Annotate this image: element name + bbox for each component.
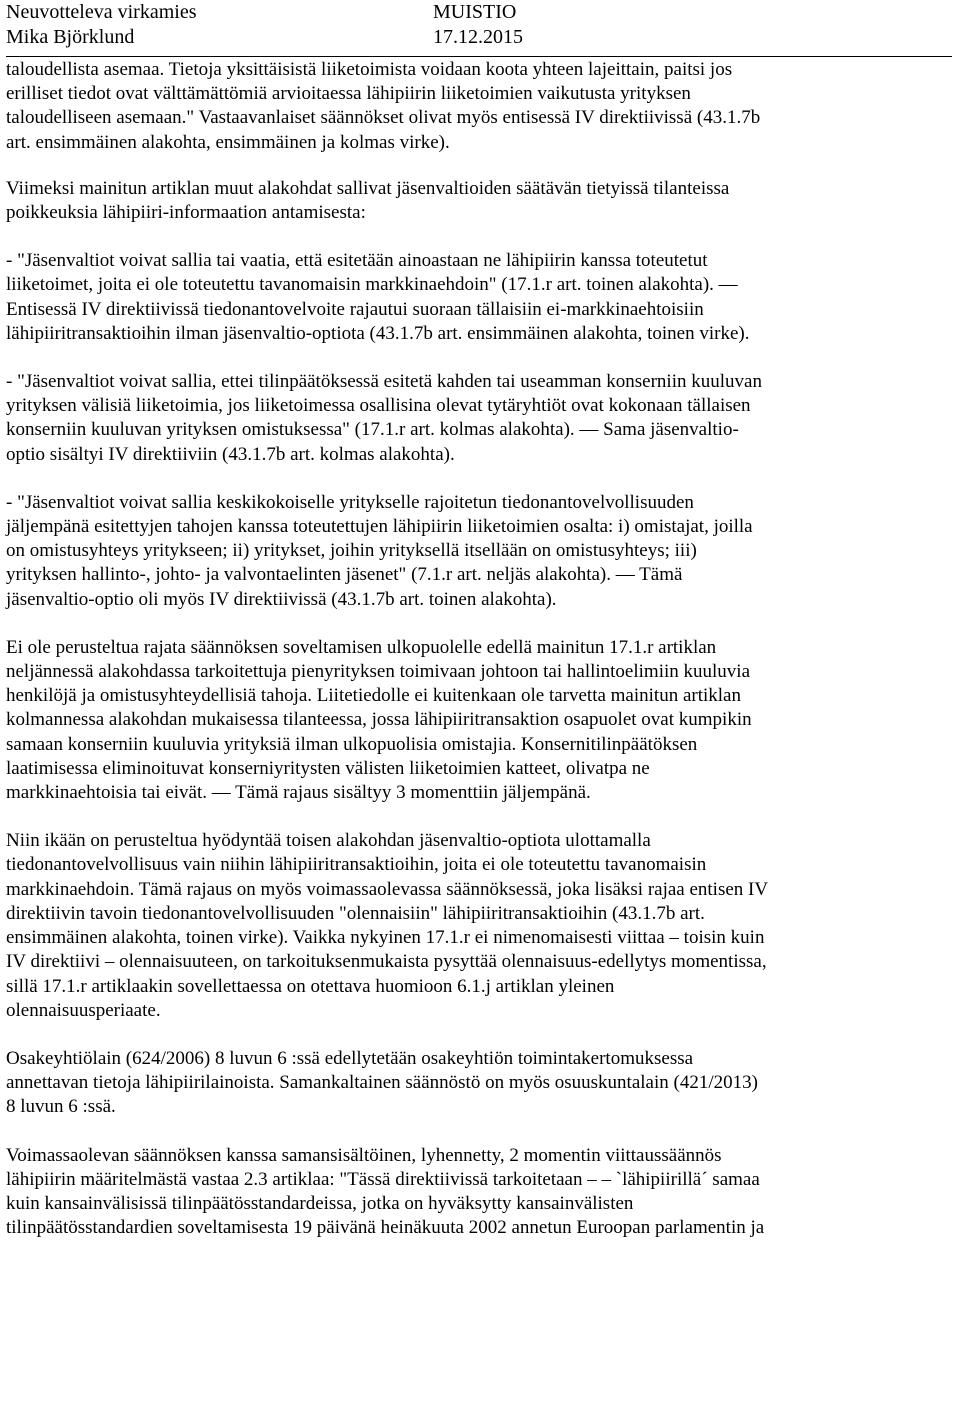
- header-rule: [6, 56, 952, 57]
- paragraph-line: poikkeuksia lähipiiri-informaation antamisesta:: [6, 202, 366, 224]
- paragraph-line: taloudellista asemaa. Tietoja yksittäisistä liiketoimista voidaan koota yhteen lajeittain, paitsi jos: [6, 59, 733, 80]
- paragraph-line: konserniin kuuluvan yrityksen omistuksessa" (17.1.r art. kolmas alakohta). — Sama jäsenvaltio-: [6, 419, 739, 441]
- paragraph: [6, 1047, 954, 1120]
- paragraph-line: yrityksen välisiä liiketoimia, jos liiketoimessa osallisina olevat tytäryhtiöt ovat kokonaan tällaisen: [6, 395, 751, 417]
- paragraph-line: liiketoimet, joita ei ole toteutettu tavanomaisin markkinaehdoin" (17.1.r art. toinen alakohta). —: [6, 274, 738, 296]
- header-date: 17.12.2015: [433, 26, 523, 48]
- paragraph: [6, 491, 954, 612]
- paragraph-line: erilliset tiedot ovat välttämättömiä arvioitaessa lähipiirin liiketoimien vaikutusta yrityksen: [6, 83, 691, 105]
- paragraph-line: kuin kansainvälisissä tilinpäätösstandardeissa, jotka on hyväksytty kansainvälisten: [6, 1192, 634, 1214]
- paragraph-line: IV direktiivi – olennaisuuteen, on tarkoituksenmukaista pysyttää olennaisuus-edellytys momentissa,: [6, 951, 767, 973]
- paragraph-line: Entisessä IV direktiivissä tiedonantovelvoite rajautui suoraan tällaisiin ei-markkinaehtoisiin: [6, 298, 704, 320]
- paragraph-line: Viimeksi mainitun artiklan muut alakohdat sallivat jäsenvaltioiden säätävän tietyissä tilanteissa: [6, 177, 730, 199]
- paragraph-line: yrityksen hallinto-, johto- ja valvontaelinten jäsenet" (7.1.r art. neljäs alakohta). — Tämä: [6, 564, 683, 586]
- paragraph-line: lähipiiritransaktioihin ilman jäsenvaltio-optiota (43.1.7b art. ensimmäinen alakohta, toinen virke).: [6, 322, 750, 344]
- paragraph: [6, 249, 954, 346]
- paragraph-line: Voimassaolevan säännöksen kanssa samansisältöinen, lyhennetty, 2 momentin viittaussäännös: [6, 1144, 722, 1166]
- paragraph-line: henkilöjä ja omistusyhteydellisiä tahoja. Liitetiedolle ei kuitenkaan ole tarvetta mainitun artiklan: [6, 685, 741, 707]
- paragraph-line: markkinaehdoin. Tämä rajaus on myös voimassaolevassa säännöksessä, joka lisäksi rajaa entisen IV: [6, 878, 769, 900]
- paragraph-line: tilinpäätösstandardien soveltamisesta 19 päivänä heinäkuuta 2002 annetun Euroopan parlamentin ja: [6, 1217, 765, 1239]
- paragraph-line: jäljempänä esitettyjen tahojen kanssa toteutettujen lähipiirin liiketoimien osalta: i) omistajat, joilla: [6, 516, 753, 538]
- paragraph-line: optio sisältyi IV direktiiviin (43.1.7b art. kolmas alakohta).: [6, 443, 455, 465]
- document-body: [6, 58, 954, 1264]
- paragraph-line: jäsenvaltio-optio oli myös IV direktiivissä (43.1.7b art. toinen alakohta).: [6, 588, 557, 610]
- paragraph-line: kolmannessa alakohdan mukaisessa tilanteessa, jossa lähipiiritransaktion osapuolet ovat kumpikin: [6, 709, 752, 731]
- paragraph-line: ensimmäinen alakohta, toinen virke). Vaikka nykyinen 17.1.r ei nimenomaisesti viittaa – toisin kuin: [6, 927, 765, 949]
- header-doc-type: MUISTIO: [433, 1, 517, 23]
- paragraph-line: on omistusyhteys yritykseen; ii) yritykset, joihin yrityksellä itsellään on omistusyhteys; iii): [6, 540, 697, 562]
- paragraph-line: 8 luvun 6 :ssä.: [6, 1096, 116, 1118]
- paragraph-line: art. ensimmäinen alakohta, ensimmäinen ja kolmas virke).: [6, 131, 450, 153]
- paragraph-line: - "Jäsenvaltiot voivat sallia tai vaatia, että esitetään ainoastaan ne lähipiirin kanssa toteutetut: [6, 250, 708, 272]
- paragraph-line: lähipiirin määritelmästä vastaa 2.3 artiklaa: "Tässä direktiivissä tarkoitetaan – – `lähipiirillä´ samaa: [6, 1168, 760, 1190]
- paragraph-line: laatimisessa eliminoituvat konserniyritysten välisten liiketoimien katteet, olivatpa ne: [6, 757, 650, 779]
- header-left: [6, 0, 197, 50]
- paragraph-line: Ei ole perusteltua rajata säännöksen soveltamisen ulkopuolelle edellä mainitun 17.1.r artiklan: [6, 636, 717, 658]
- paragraph-line: markkinaehtoisia tai eivät. — Tämä rajaus sisältyy 3 momenttiin jäljempänä.: [6, 782, 591, 804]
- header-right: [433, 0, 523, 50]
- paragraph-line: sillä 17.1.r artiklaakin sovellettaessa on otettava huomioon 6.1.j artiklan yleinen: [6, 975, 615, 997]
- paragraph: [6, 829, 954, 1023]
- header-author: Mika Björklund: [6, 26, 135, 48]
- paragraph-line: taloudelliseen asemaan." Vastaavanlaiset säännökset olivat myös entisessä IV direktiivissä (43.1.7b: [6, 107, 761, 129]
- paragraph-line: samaan konserniin kuuluvia yrityksiä ilman ulkopuolisia omistajia. Konsernitilinpäätöksen: [6, 733, 698, 755]
- paragraph-line: tiedonantovelvollisuus vain niihin lähipiiritransaktioihin, joita ei ole toteutettu tavanomaisin: [6, 854, 707, 876]
- paragraph: [6, 177, 954, 225]
- paragraph-line: olennaisuusperiaate.: [6, 999, 161, 1021]
- paragraph-line: - "Jäsenvaltiot voivat sallia, ettei tilinpäätöksessä esitetä kahden tai useamman konserniin kuuluvan: [6, 371, 762, 393]
- paragraph: [6, 1144, 954, 1241]
- paragraph-line: Niin ikään on perusteltua hyödyntää toisen alakohdan jäsenvaltio-optiota ulottamalla: [6, 830, 651, 852]
- paragraph: [6, 58, 954, 155]
- header-org: Neuvotteleva virkamies: [6, 1, 197, 23]
- document-header: [6, 0, 946, 56]
- paragraph: [6, 370, 954, 467]
- paragraph-line: - "Jäsenvaltiot voivat sallia keskikokoiselle yritykselle rajoitetun tiedonantovelvollisuuden: [6, 491, 694, 513]
- paragraph-line: neljännessä alakohdassa tarkoitettuja pienyrityksen toimivaan johtoon tai hallintoelimiin kuuluvia: [6, 661, 750, 683]
- paragraph: [6, 636, 954, 805]
- paragraph-line: direktiivin tavoin tiedonantovelvollisuuden "olennaisiin" lähipiiritransaktioihin (43.1.7b art.: [6, 902, 705, 924]
- paragraph-line: Osakeyhtiölain (624/2006) 8 luvun 6 :ssä edellytetään osakeyhtiön toimintakertomuksessa: [6, 1047, 694, 1069]
- paragraph-line: annettavan tietoja lähipiirilainoista. Samankaltainen säännöstö on myös osuuskuntalain (421/2013): [6, 1072, 758, 1094]
